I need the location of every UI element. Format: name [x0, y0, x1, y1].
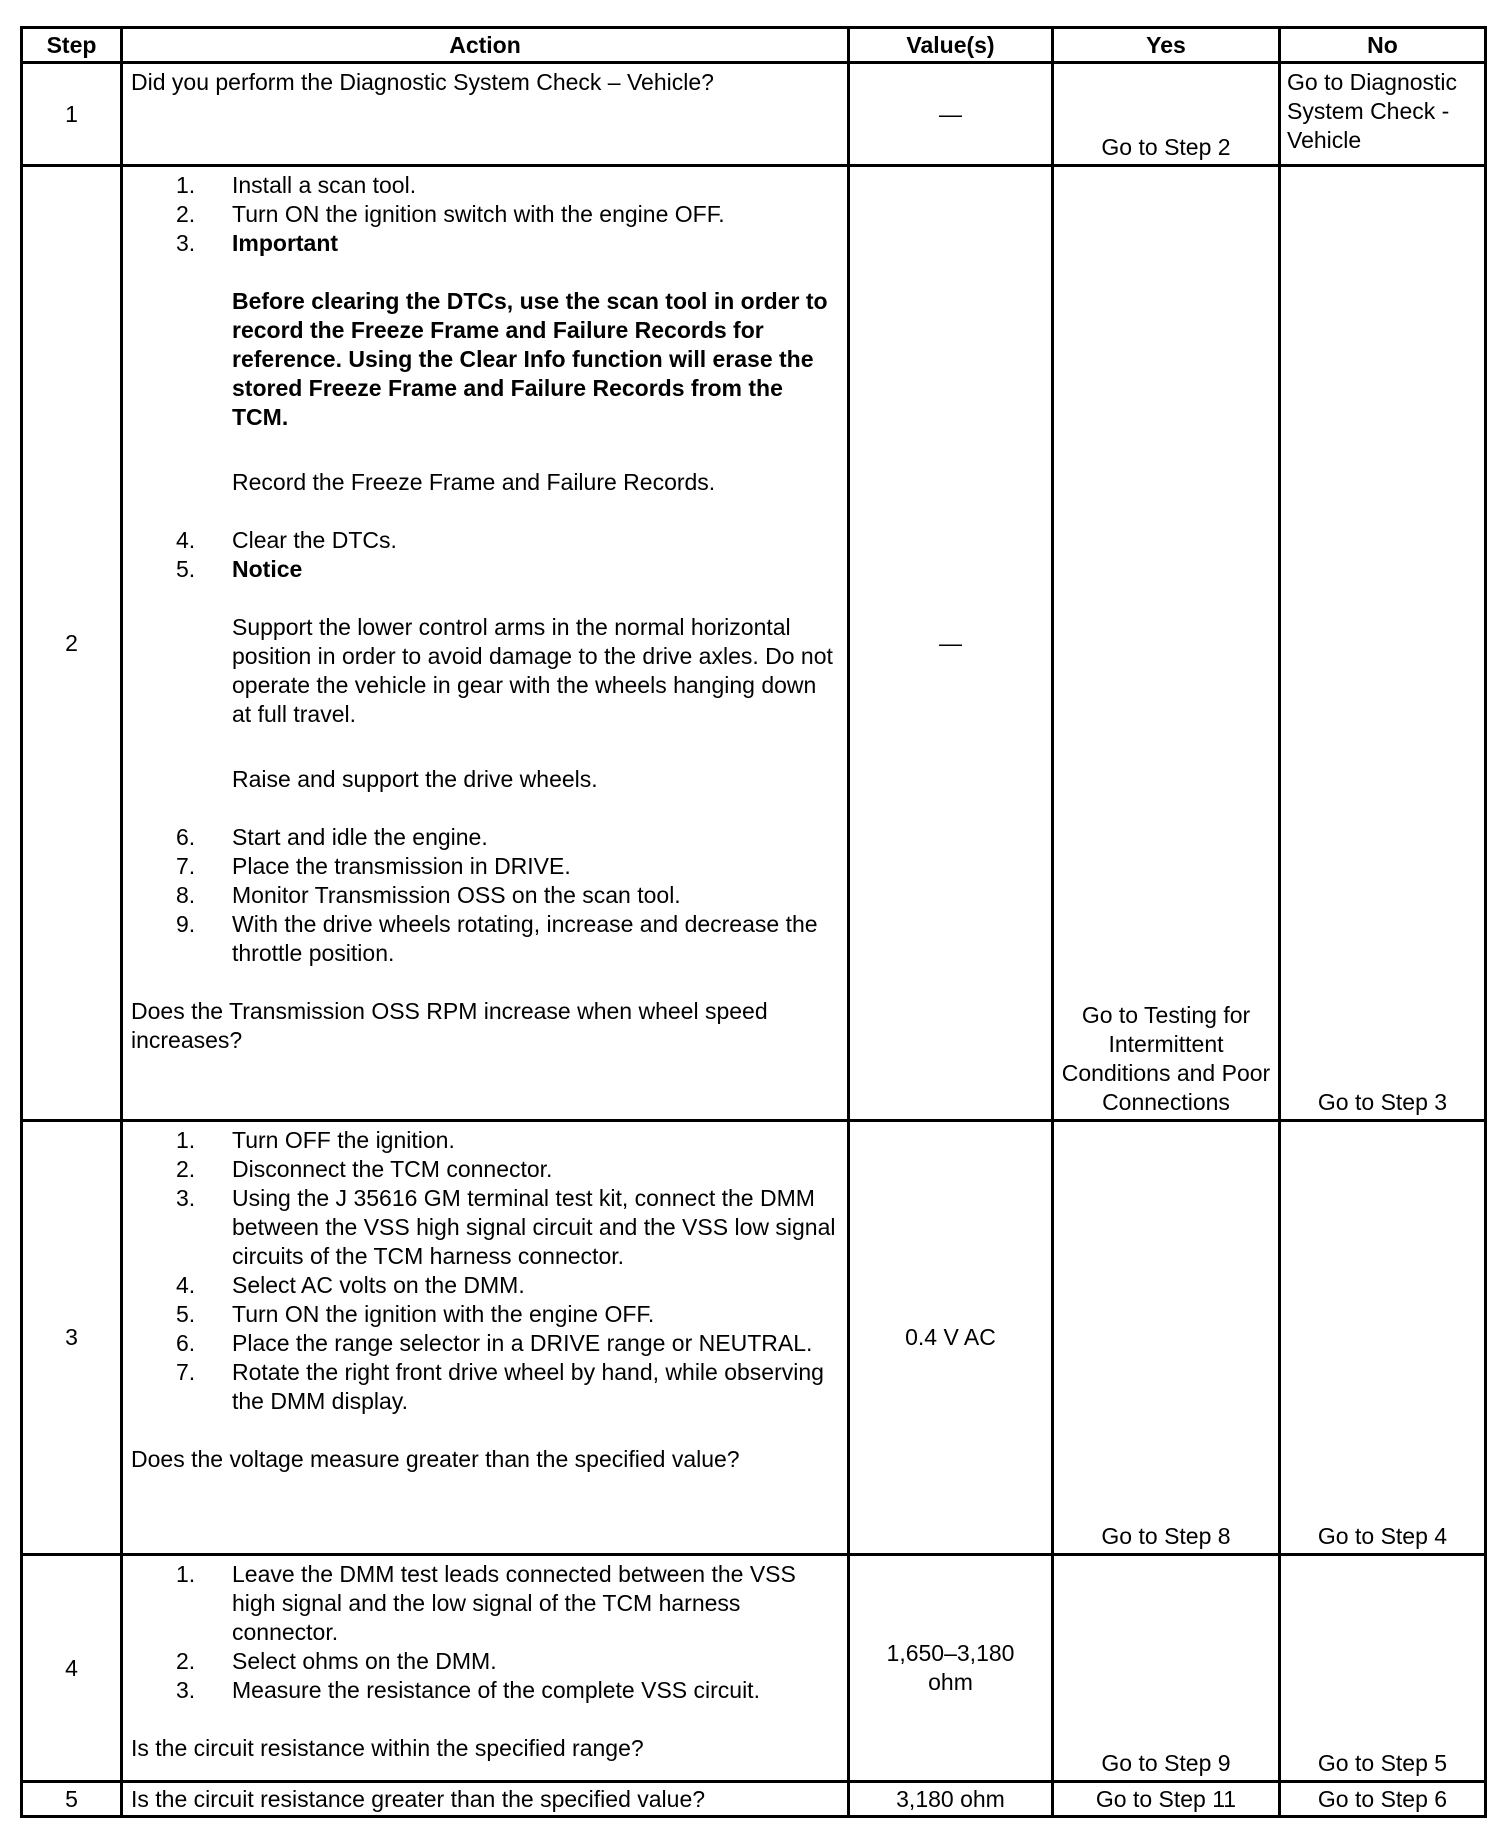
step-number: 2: [22, 166, 122, 1121]
instruction-list: [131, 1126, 839, 1416]
value-cell: —: [849, 63, 1053, 166]
list-item: 4. Clear the DTCs.: [176, 527, 397, 553]
header-action: Action: [122, 28, 849, 63]
table-row-step-2: [22, 166, 1486, 1121]
list-item: 3. Measure the resistance of the complete VSS circuit.: [176, 1677, 760, 1703]
list-item: 8. Monitor Transmission OSS on the scan tool.: [176, 882, 681, 908]
instruction-list: [131, 1560, 839, 1705]
list-item: 1. Leave the DMM test leads connected between the VSS high signal and the low signal of the TCM harness connector.: [176, 1561, 796, 1645]
action-cell: [122, 1121, 849, 1555]
no-link[interactable]: Go to Step 4: [1280, 1121, 1486, 1555]
question-text: Does the voltage measure greater than the specified value?: [131, 1446, 740, 1472]
step-number: 3: [22, 1121, 122, 1555]
no-link[interactable]: Go to Step 6: [1280, 1782, 1486, 1817]
header-row: [22, 28, 1486, 63]
step-number: 1: [22, 63, 122, 166]
value-cell: 1,650–3,180 ohm: [849, 1555, 1053, 1782]
instruction-list: [131, 171, 839, 968]
step-number: 4: [22, 1555, 122, 1782]
table-row-step-4: [22, 1555, 1486, 1782]
list-item: 6. Place the range selector in a DRIVE range or NEUTRAL.: [176, 1330, 813, 1356]
important-action: Record the Freeze Frame and Failure Records.: [232, 469, 716, 495]
list-item: 3. Important Before clearing the DTCs, use the scan tool in order to record the Freeze Frame and Failure Records for reference. Using the Clear Info function will erase the stored Freeze Frame and Failure Records from the TCM. Record the Freeze Frame and Failure Records.: [131, 229, 839, 526]
list-item: 5. Notice Support the lower control arms in the normal horizontal position in order to avoid damage to the drive axles. Do not operate the vehicle in gear with the wheels hanging down at full travel. Raise and support the drive wheels.: [131, 555, 839, 823]
yes-link[interactable]: Go to Step 9: [1053, 1555, 1280, 1782]
important-label: Important: [232, 230, 339, 256]
list-item: 2. Disconnect the TCM connector.: [176, 1156, 553, 1182]
header-values: Value(s): [849, 28, 1053, 63]
list-item: 3. Using the J 35616 GM terminal test kit, connect the DMM between the VSS high signal circuit and the VSS low signal circuits of the TCM harness connector.: [176, 1185, 836, 1269]
action-cell: [122, 1555, 849, 1782]
important-note: Before clearing the DTCs, use the scan tool in order to record the Freeze Frame and Failure Records for reference. Using the Clear Info function will erase the stored Freeze Frame and Failure Records from the TCM.: [232, 288, 828, 430]
question-text: Is the circuit resistance greater than the specified value?: [131, 1785, 706, 1812]
list-item: 4. Select AC volts on the DMM.: [176, 1272, 525, 1298]
table-row-step-1: [22, 63, 1486, 166]
header-step: Step: [22, 28, 122, 63]
list-item: 9. With the drive wheels rotating, increase and decrease the throttle position.: [176, 911, 818, 966]
no-link[interactable]: Go to Step 3: [1280, 166, 1486, 1121]
no-link[interactable]: Go to Step 5: [1280, 1555, 1486, 1782]
value-cell: 3,180 ohm: [849, 1782, 1053, 1817]
list-item: 2. Turn ON the ignition switch with the engine OFF.: [176, 201, 725, 227]
header-no: No: [1280, 28, 1486, 63]
table-row-step-5: [22, 1782, 1486, 1817]
table-row-step-3: [22, 1121, 1486, 1555]
notice-note: Support the lower control arms in the normal horizontal position in order to avoid damage to the drive axles. Do not operate the vehicle in gear with the wheels hanging down at full travel.: [232, 614, 833, 727]
notice-action: Raise and support the drive wheels.: [232, 766, 598, 792]
yes-link[interactable]: Go to Testing for Intermittent Conditions and Poor Connections: [1053, 166, 1280, 1121]
yes-link[interactable]: Go to Step 11: [1053, 1782, 1280, 1817]
question-text: Does the Transmission OSS RPM increase when wheel speed increases?: [131, 998, 768, 1053]
list-item: 1. Install a scan tool.: [176, 172, 417, 198]
action-cell: [122, 1782, 849, 1817]
action-cell: [122, 63, 849, 166]
value-cell: 0.4 V AC: [849, 1121, 1053, 1555]
list-item: 7. Place the transmission in DRIVE.: [176, 853, 571, 879]
action-cell: [122, 166, 849, 1121]
list-item: 2. Select ohms on the DMM.: [176, 1648, 497, 1674]
no-link[interactable]: Go to Diagnostic System Check - Vehicle: [1280, 63, 1486, 166]
notice-label: Notice: [232, 556, 303, 582]
diagnostic-table: [20, 26, 1487, 1818]
header-yes: Yes: [1053, 28, 1280, 63]
yes-link[interactable]: Go to Step 2: [1053, 63, 1280, 166]
value-cell: —: [849, 166, 1053, 1121]
list-item: 6. Start and idle the engine.: [176, 824, 488, 850]
list-item: 7. Rotate the right front drive wheel by hand, while observing the DMM display.: [176, 1359, 824, 1414]
list-item: 1. Turn OFF the ignition.: [176, 1127, 455, 1153]
question-text: Did you perform the Diagnostic System Check – Vehicle?: [131, 69, 714, 95]
yes-link[interactable]: Go to Step 8: [1053, 1121, 1280, 1555]
step-number: 5: [22, 1782, 122, 1817]
list-item: 5. Turn ON the ignition with the engine OFF.: [176, 1301, 655, 1327]
question-text: Is the circuit resistance within the specified range?: [131, 1735, 644, 1761]
